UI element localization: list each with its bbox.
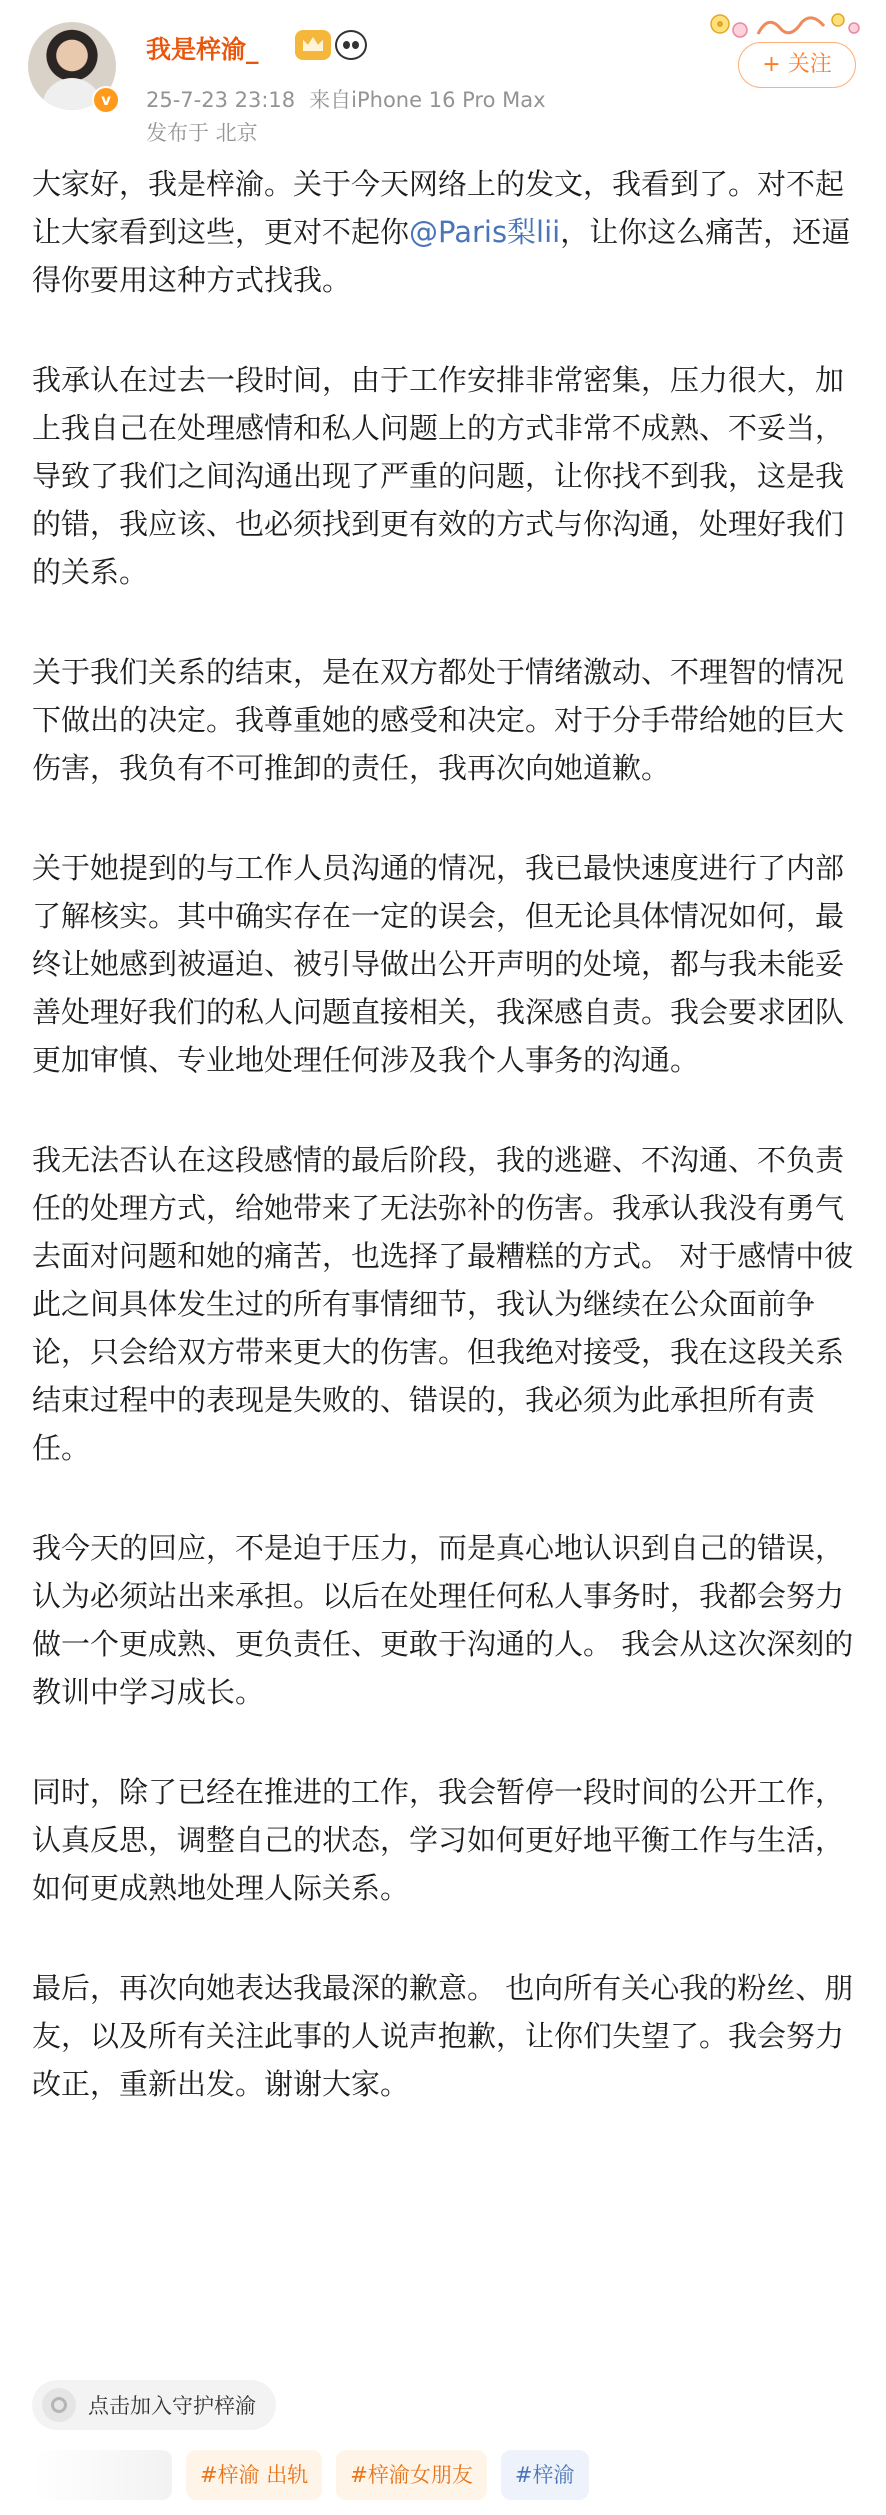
post-paragraph-4: 关于她提到的与工作人员沟通的情况，我已最快速度进行了内部了解核实。其中确实存在一定的误会，但无论具体情况如何，最终让她感到被逼迫、被引导做出公开声明的处境，都与我未能妥善处理好我们的私人问题直接相关，我深感自责。我会要求团队更加审慎、专业地处理任何涉及我个人事务的沟通。 (32, 851, 845, 1077)
follow-button[interactable]: + 关注 (738, 42, 856, 88)
guard-label: 点击加入守护梓渝 (88, 2394, 256, 2418)
post-paragraph-1 (32, 160, 854, 304)
guard-button[interactable] (32, 2380, 276, 2430)
post-paragraph-8: 最后，再次向她表达我最深的歉意。 也向所有关心我的粉丝、朋友，以及所有关注此事的人说声抱歉，让你们失望了。我会努力改正，重新出发。谢谢大家。 (32, 1971, 854, 2101)
guard-icon (42, 2388, 76, 2422)
post-location: 发布于 北京 (146, 121, 258, 145)
post-paragraph-3: 关于我们关系的结束，是在双方都处于情绪激动、不理智的情况下做出的决定。我尊重她的感受和决定。对于分手带给她的巨大伤害，我负有不可推卸的责任，我再次向她道歉。 (32, 655, 845, 785)
user-badges (295, 30, 367, 62)
topic-tag[interactable]: #梓渝女朋友 (336, 2450, 487, 2500)
post-source: 来自iPhone 16 Pro Max (309, 88, 546, 112)
verified-badge-icon: v (92, 86, 120, 114)
username[interactable]: 我是梓渝_ (146, 35, 259, 64)
post-paragraph-7: 同时，除了已经在推进的工作，我会暂停一段时间的公开工作， 认真反思，调整自己的状态，学习如何更好地平衡工作与生活，如何更成熟地处理人际关系。 (32, 1775, 845, 1905)
post-paragraph-5: 我无法否认在这段感情的最后阶段，我的逃避、不沟通、不负责任的处理方式，给她带来了无法弥补的伤害。我承认我没有勇气去面对问题和她的痛苦，也选择了最糟糕的方式。 对于感情中彼此之间具体发生过的所有事情细节，我认为继续在公众面前争论，只会给双方带来更大的伤害。但我绝对接受，我在这段关系结束过程中的表现是失败的、错误的，我必须为此承担所有责任。 (32, 1143, 854, 1465)
post-meta (146, 84, 546, 114)
decoration-sticker-icon (706, 8, 866, 42)
mention-link[interactable]: @Paris梨lii (409, 215, 561, 249)
topic-scroll-fade (32, 2450, 172, 2500)
topic-tag[interactable]: #梓渝 (501, 2450, 589, 2500)
paragraph-text: ，让你这么痛苦，还逼得你要用这种方式找我。 (32, 215, 851, 297)
topic-tags (32, 2450, 854, 2500)
post-paragraph-6: 我今天的回应，不是迫于压力，而是真心地认识到自己的错误，认为必须站出来承担。以后在处理任何私人事务时，我都会努力做一个更成熟、更负责任、更敢于沟通的人。 我会从这次深刻的教训中学习成长。 (32, 1531, 854, 1709)
post-paragraph-2: 我承认在过去一段时间，由于工作安排非常密集，压力很大，加上我自己在处理感情和私人问题上的方式非常不成熟、不妥当，导致了我们之间沟通出现了严重的问题，让你找不到我，这是我的错，我应该、也必须找到更有效的方式与你沟通，处理好我们的关系。 (32, 363, 845, 589)
crown-icon[interactable] (295, 30, 331, 60)
post-content (32, 160, 854, 2160)
panda-icon[interactable] (335, 30, 367, 60)
topic-tag[interactable]: #梓渝 出轨 (186, 2450, 322, 2500)
paragraph-text: 大家好，我是梓渝。关于今天网络上的发文，我看到了。对不起让大家看到这些，更对不起你 (32, 167, 845, 249)
post-header (0, 0, 886, 150)
post-time: 25-7-23 23:18 (146, 88, 296, 112)
